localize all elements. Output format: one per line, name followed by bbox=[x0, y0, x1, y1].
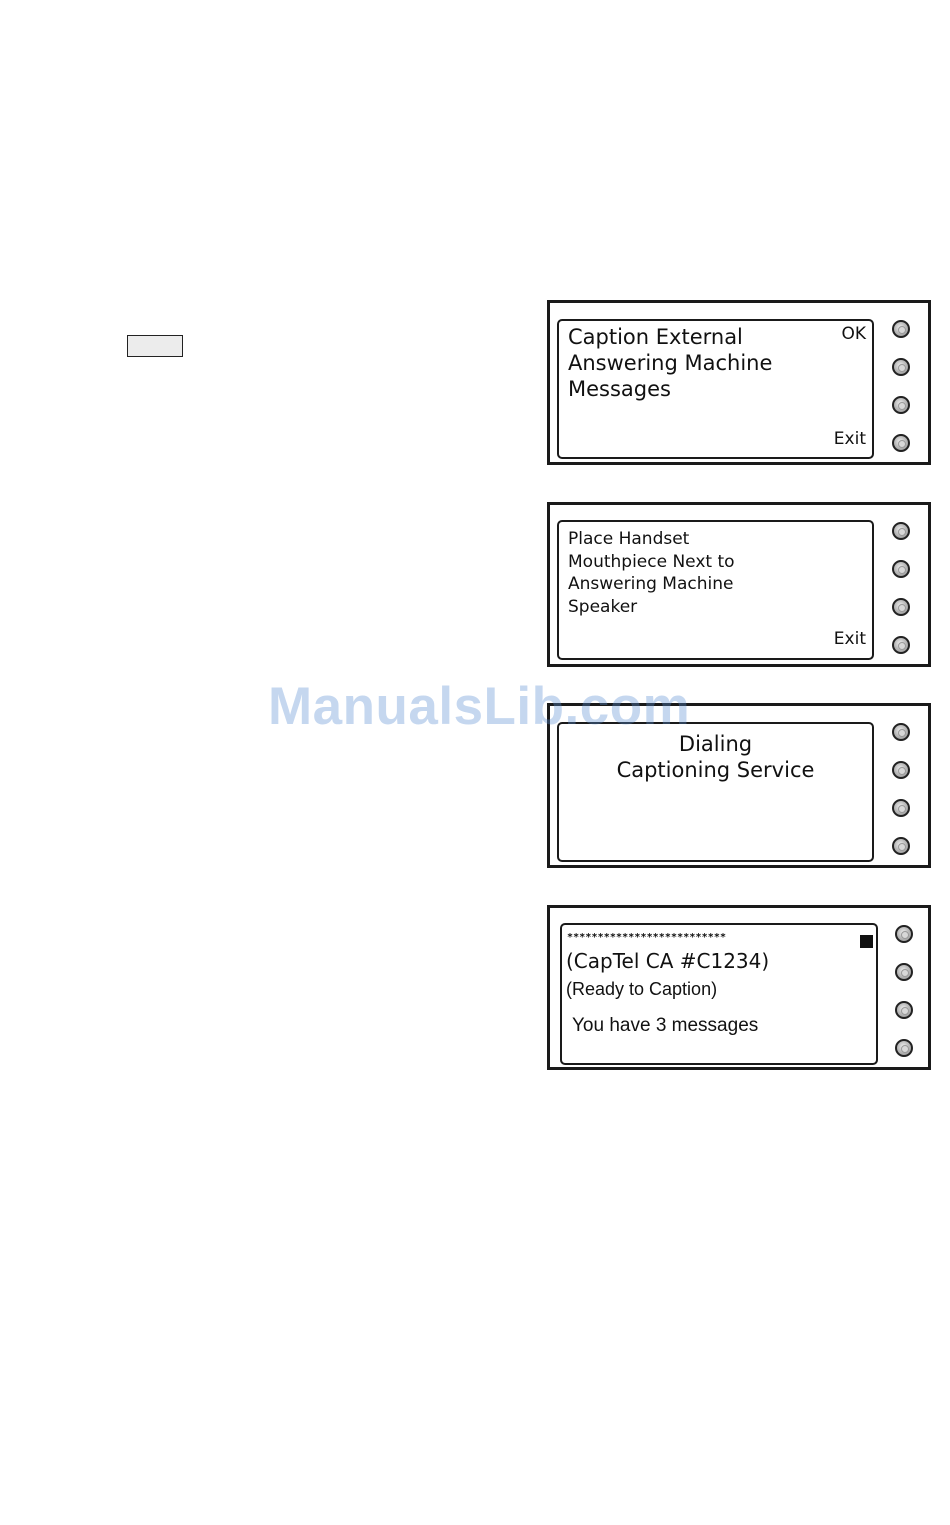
display-screen bbox=[557, 722, 874, 862]
screen-message-line: Caption External bbox=[568, 325, 743, 349]
softkey-1-button[interactable] bbox=[892, 320, 910, 338]
softkey-2-button[interactable] bbox=[892, 358, 910, 376]
softkey-3-button[interactable] bbox=[892, 799, 910, 817]
softkey-3-button[interactable] bbox=[892, 598, 910, 616]
softkey-column bbox=[892, 520, 914, 656]
softkey-2-button[interactable] bbox=[892, 761, 910, 779]
inline-button-graphic bbox=[127, 335, 183, 357]
softkey-1-button[interactable] bbox=[895, 925, 913, 943]
exit-softkey-label: Exit bbox=[833, 629, 866, 649]
screen-message-line: Answering Machine bbox=[568, 351, 773, 375]
screen-message-line: Messages bbox=[568, 377, 671, 401]
caption-stars-line: ************************** bbox=[567, 932, 727, 943]
exit-softkey-label: Exit bbox=[833, 429, 866, 449]
softkey-1-button[interactable] bbox=[892, 522, 910, 540]
softkey-1-button[interactable] bbox=[892, 723, 910, 741]
captel-display-panel-2 bbox=[547, 502, 931, 667]
screen-message-line: Mouthpiece Next to bbox=[568, 551, 735, 572]
screen-message-line: Captioning Service bbox=[616, 758, 815, 782]
softkey-3-button[interactable] bbox=[892, 396, 910, 414]
display-screen bbox=[557, 520, 874, 660]
screen-message-line: Answering Machine bbox=[568, 574, 734, 594]
watermark-logo: ManualsLib.com bbox=[268, 677, 691, 736]
ca-id-line: (CapTel CA #C1234) bbox=[566, 949, 770, 973]
softkey-4-button[interactable] bbox=[892, 636, 910, 654]
softkey-3-button[interactable] bbox=[895, 1001, 913, 1019]
softkey-4-button[interactable] bbox=[892, 434, 910, 452]
captel-display-panel-4 bbox=[547, 905, 931, 1070]
softkey-4-button[interactable] bbox=[895, 1039, 913, 1057]
screen-message-line: Place Handset bbox=[568, 529, 690, 549]
softkey-2-button[interactable] bbox=[892, 560, 910, 578]
softkey-column bbox=[892, 721, 914, 857]
display-screen bbox=[557, 319, 874, 459]
ok-softkey-label: OK bbox=[841, 324, 866, 344]
message-count-line: You have 3 messages bbox=[572, 1015, 759, 1036]
ready-status-line: (Ready to Caption) bbox=[566, 979, 718, 999]
captel-display-panel-1 bbox=[547, 300, 931, 465]
screen-message-line: Dialing bbox=[678, 732, 753, 756]
softkey-2-button[interactable] bbox=[895, 963, 913, 981]
softkey-column bbox=[892, 318, 914, 454]
display-screen bbox=[560, 923, 878, 1065]
softkey-4-button[interactable] bbox=[892, 837, 910, 855]
status-indicator-square bbox=[860, 935, 873, 948]
screen-message-line: Speaker bbox=[568, 596, 638, 617]
softkey-column bbox=[895, 923, 917, 1059]
